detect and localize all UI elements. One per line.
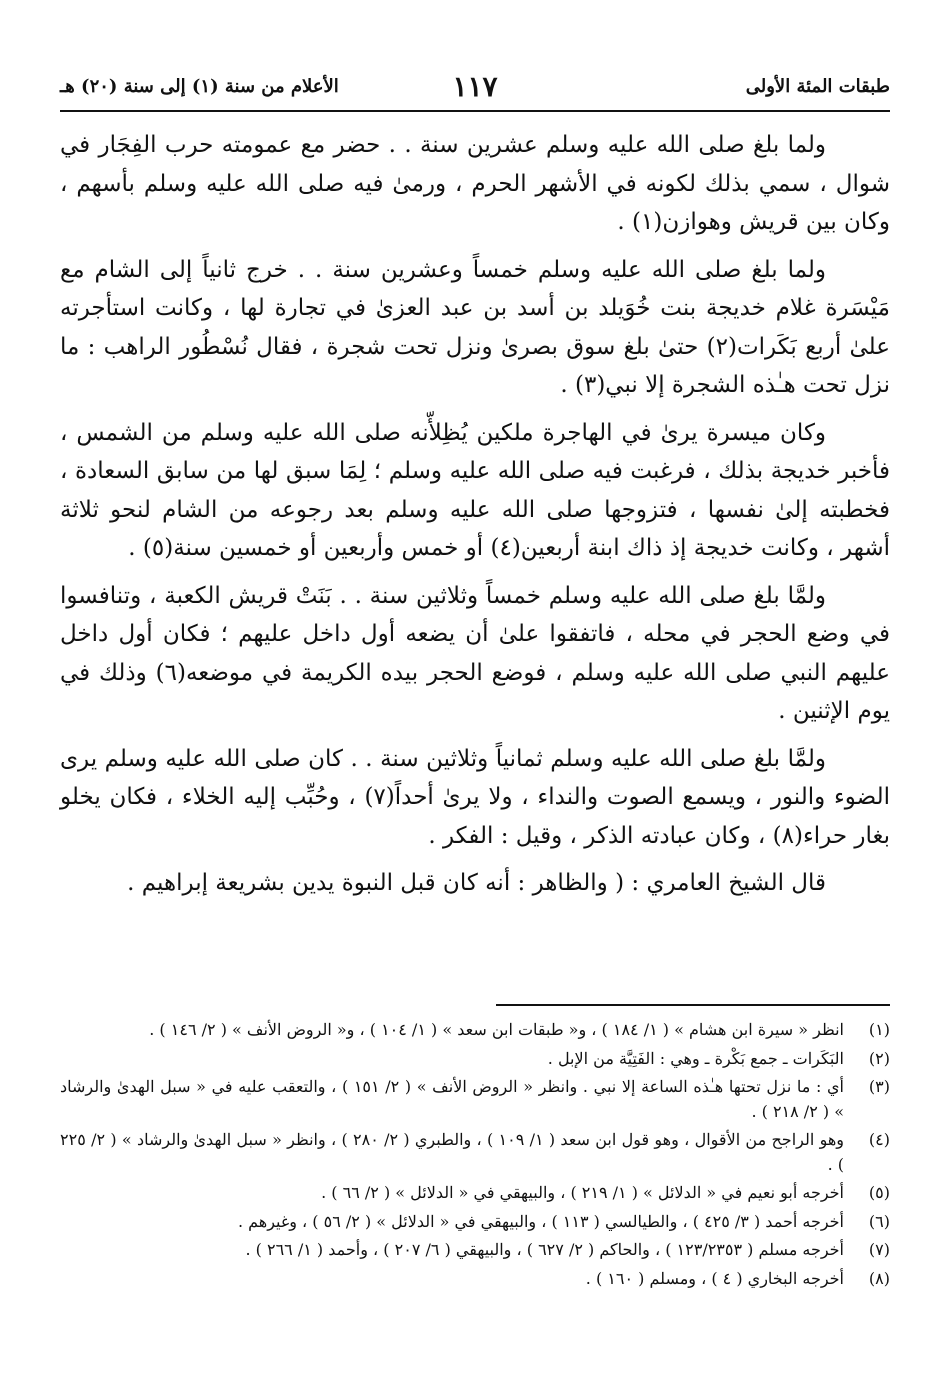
footnote-text: البَكَرات ـ جمع بَكْرة ـ وهي : الفَتِيَّة من الإبل . — [547, 1048, 844, 1068]
paragraph: وكان ميسرة يرىٰ في الهاجرة ملكين يُظِلأّنه صلى الله عليه وسلم من الشمس ، فأخبر خديجة بذلك ، فرغبت فيه صلى الله عليه وسلم ؛ لِمَا سبق لها من سابق السعادة ، فخطبته إلىٰ نفسها ، فتزوجها صلى الله عليه وسلم بعد رجوعه من الشام لنحو ثلاثة أشهر ، وكانت خديجة إذ ذاك ابنة أربعين(٤) أو خمس وأربعين أو خمسين سنة(٥) . — [60, 419, 890, 561]
paragraph: ولما بلغ صلى الله عليه وسلم خمساً وعشرين سنة . . خرج ثانياً إلى الشام مع مَيْسَرة غلام خديجة بنت خُوَيلد بن أسد بن عبد العزىٰ في تجارة لها ، وكانت استأجرته علىٰ أربع بَكَرات(٢) حتىٰ بلغ سوق بصرىٰ ونزل تحت شجرة ، فقال نُسْطُور الراهب : ما نزل تحت هـٰذه الشجرة إلا نبي(٣) . — [60, 256, 890, 398]
page-number: ١١٧ — [452, 70, 498, 103]
footnote — [60, 1181, 890, 1206]
running-header — [60, 70, 890, 112]
footnote — [60, 1018, 890, 1043]
footnote — [60, 1238, 890, 1263]
paragraph: ولمَّا بلغ صلى الله عليه وسلم خمساً وثلاثين سنة . . بَنَتْ قريش الكعبة ، وتنافسوا في وضع الحجر في محله ، فاتفقوا علىٰ أن يضعه أول داخل عليهم ؛ فكان أول داخل عليهم النبي صلى الله عليه وسلم ، فوضع الحجر بيده الكريمة في موضعه(٦) وذلك في يوم الإثنين . — [60, 582, 890, 724]
book-title: طبقات المئة الأولى — [745, 76, 890, 97]
footnote-text: وهو الراجح من الأقوال ، وهو قول ابن سعد ( ١/ ١٠٩ ) ، والطبري ( ٢/ ٢٨٠ ) ، وانظر « سبل الهدىٰ والرشاد » ( ٢/ ٢٢٥ ) . — [60, 1130, 845, 1174]
footnote — [60, 1075, 890, 1124]
main-text — [60, 126, 890, 912]
section-title: الأعلام من سنة (١) إلى سنة (٢٠) هـ — [60, 76, 339, 97]
footnote — [60, 1210, 890, 1235]
footnote-text: أخرجه أحمد ( ٣/ ٤٢٥ ) ، والطيالسي ( ١١٣ ) ، والبيهقي في « الدلائل » ( ٢/ ٥٦ ) ، وغيرهم . — [237, 1211, 844, 1231]
footnote-text: أخرجه مسلم ( ١٢٣/٢٣٥٣ ) ، والحاكم ( ٢/ ٦٢٧ ) ، والبيهقي ( ٦/ ٢٠٧ ) ، وأحمد ( ١/ ٢٦٦ ) . — [245, 1240, 844, 1259]
paragraph: ولمَّا بلغ صلى الله عليه وسلم ثمانياً وثلاثين سنة . . كان صلى الله عليه وسلم يرى الضوء والنور ، ويسمع الصوت والنداء ، ولا يرىٰ أحداً(٧) ، وحُبِّب إليه الخلاء ، فكان يخلو بغار حراء(٨) ، وكان عبادته الذكر ، وقيل : الفكر . — [60, 745, 890, 849]
paragraph: ولما بلغ صلى الله عليه وسلم عشرين سنة . . حضر مع عمومته حرب الفِجَار في شوال ، سمي بذلك لكونه في الأشهر الحرم ، ورمىٰ فيه صلى الله عليه وسلم بأسهم ، وكان بين قريش وهوازن(١) . — [60, 132, 890, 235]
footnote-separator — [496, 1004, 890, 1006]
footnote-number: (٧) — [868, 1240, 890, 1259]
footnote-number: (٥) — [868, 1183, 890, 1202]
paragraph: قال الشيخ العامري : ( والظاهر : أنه كان قبل النبوة يدين بشريعة إبراهيم . — [127, 870, 826, 896]
footnote-number: (١) — [868, 1020, 890, 1039]
footnote-text: انظر « سيرة ابن هشام » ( ١/ ١٨٤ ) ، و« طبقات ابن سعد » ( ١/ ١٠٤ ) ، و« الروض الأنف » ( ٢/ ١٤٦ ) . — [149, 1020, 844, 1039]
footnotes — [60, 1018, 890, 1295]
footnote — [60, 1128, 890, 1177]
footnote-text: أخرجه أبو نعيم في « الدلائل » ( ١/ ٢١٩ ) ، والبيهقي في « الدلائل » ( ٢/ ٦٦ ) . — [321, 1183, 844, 1202]
footnote-number: (٤) — [868, 1130, 890, 1149]
footnote-text: أخرجه البخاري ( ٤ ) ، ومسلم ( ١٦٠ ) . — [585, 1268, 844, 1288]
footnote-number: (٣) — [868, 1077, 890, 1096]
footnote-text: أي : ما نزل تحتها هـٰذه الساعة إلا نبي . وانظر « الروض الأنف » ( ٢/ ١٥١ ) ، والتعقب عليه في « سبل الهدىٰ والرشاد » ( ٢/ ٢١٨ ) . — [60, 1077, 844, 1121]
footnote — [60, 1047, 890, 1072]
footnote-number: (٢) — [868, 1048, 890, 1068]
footnote-number: (٨) — [868, 1268, 890, 1288]
footnote — [60, 1267, 890, 1292]
footnote-number: (٦) — [868, 1211, 890, 1231]
